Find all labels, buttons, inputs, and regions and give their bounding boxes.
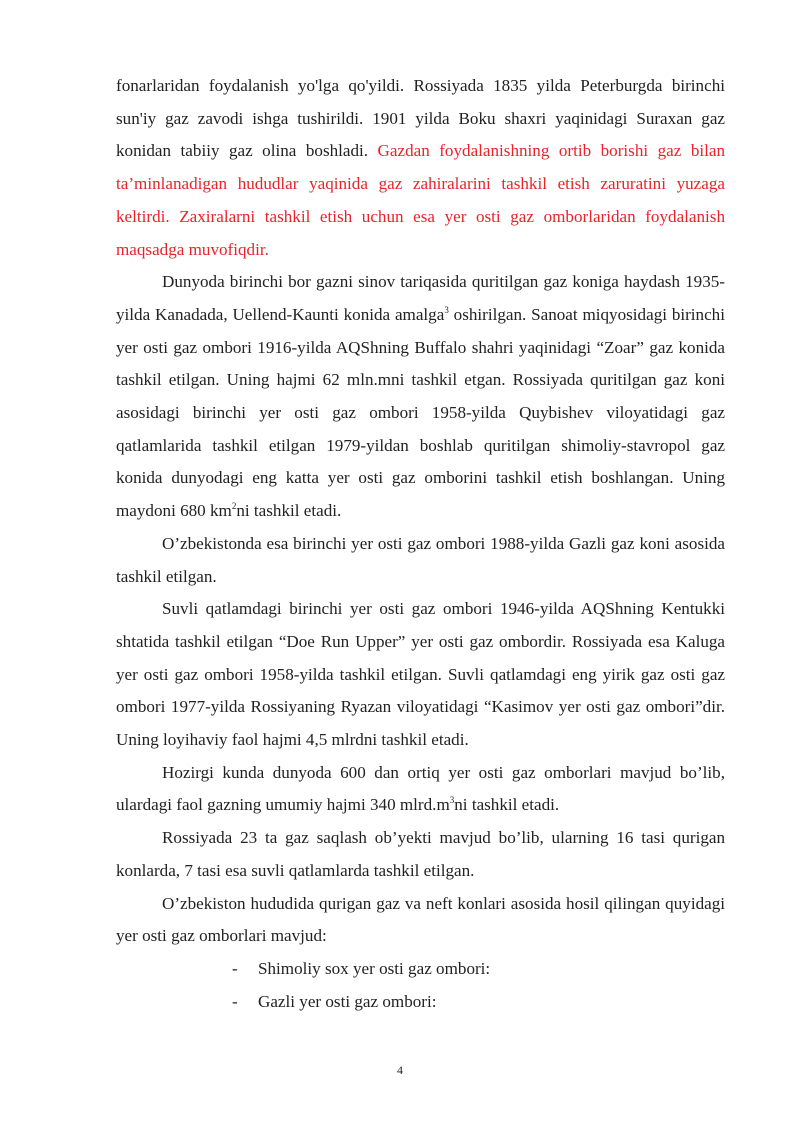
paragraph: [116, 528, 725, 593]
text-run: O’zbekiston hududida qurigan gaz va neft konlari asosida hosil qilingan quyidagi yer osti gaz omborlari mavjud:: [116, 893, 725, 946]
text-run: ni tashkil etadi.: [454, 795, 560, 815]
text-run: Suvli qatlamdagi birinchi yer osti gaz ombori 1946-yilda AQShning Kentukki shtatida tashkil etilgan “Doe Run Upper” yer osti gaz ombordir. Rossiyada esa Kaluga yer osti gaz ombori 1958-yilda tashkil etilgan. Suvli qatlamdagi eng yirik gaz osti gaz ombori 1977-yilda Rossiyaning Ryazan viloyatidagi “Kasimov yer osti gaz ombori”dir. Uning loyihaviy faol hajmi 4,5 mlrdni tashkil etadi.: [116, 599, 725, 750]
paragraphs: [116, 70, 725, 953]
highlighted-text: Gazdan foydalanishning ortib borishi gaz bilan ta’minlanadigan hududlar yaqinida gaz zahiralarini tashkil etish zaruratini yuzaga keltirdi. Zaxiralarni tashkil etish uchun esa yer osti gaz omborlaridan foydalanish maqsadga muvofiqdir.: [116, 141, 725, 259]
list-item: [116, 953, 725, 986]
list-marker: -: [232, 991, 238, 1011]
paragraph: [116, 593, 725, 757]
text-run: oshirilgan. Sanoat miqyosidagi birinchi yer osti gaz ombori 1916-yilda AQShning Buffalo shahri yaqinidagi “Zoar” gaz konida tashkil etilgan. Uning hajmi 62 mln.mni tashkil etgan. Rossiyada quritilgan gaz koni asosidagi birinchi yer osti gaz ombori 1958-yilda Quybishev viloyatidagi gaz qatlamlarida tashkil etilgan 1979-yildan boshlab quritilgan shimoliy-stavropol gaz konida dunyodagi eng katta yer osti gaz omborini tashkil etish boshlangan. Uning maydoni 680 km: [116, 304, 725, 521]
page-number: 4: [397, 1063, 403, 1077]
list-item: [116, 986, 725, 1019]
list-item-text: Shimoliy sox yer osti gaz ombori:: [258, 958, 491, 978]
paragraph: [116, 757, 725, 822]
superscript: 3: [444, 304, 449, 315]
paragraph: [116, 822, 725, 887]
list-marker: -: [232, 958, 238, 978]
storage-list: [116, 953, 725, 1018]
paragraph: [116, 266, 725, 528]
text-run: Dunyoda birinchi bor gazni sinov tariqasida quritilgan gaz koniga haydash 1935-yilda Kanadada, Uellend-Kaunti konida amalga: [116, 272, 725, 324]
list-item-text: Gazli yer osti gaz ombori:: [258, 991, 437, 1011]
superscript: 3: [449, 795, 455, 806]
superscript: 2: [231, 501, 237, 512]
text-run: Hozirgi kunda dunyoda 600 dan ortiq yer osti gaz omborlari mavjud bo’lib, ulardagi faol gazning umumiy hajmi 340 mlrd.m: [116, 762, 725, 815]
text-run: fonarlaridan foydalanish yo'lga qo'yildi. Rossiyada 1835 yilda Peterburgda birinchi sun'iy gaz zavodi ishga tushirildi. 1901 yilda Boku shaxri yaqinidagi Suraxan gaz konidan tabiiy gaz olina boshladi.: [116, 76, 725, 161]
text-run: O’zbekistonda esa birinchi yer osti gaz ombori 1988-yilda Gazli gaz koni asosida tashkil etilgan.: [116, 533, 725, 586]
paragraph: [116, 70, 725, 266]
text-run: Rossiyada 23 ta gaz saqlash ob’yekti mavjud bo’lib, ularning 16 tasi qurigan konlarda, 7 tasi esa suvli qatlamlarda tashkil etilgan.: [116, 828, 725, 880]
text-run: ni tashkil etadi.: [236, 501, 342, 521]
paragraph: [116, 888, 725, 953]
body-text: [116, 70, 725, 1018]
